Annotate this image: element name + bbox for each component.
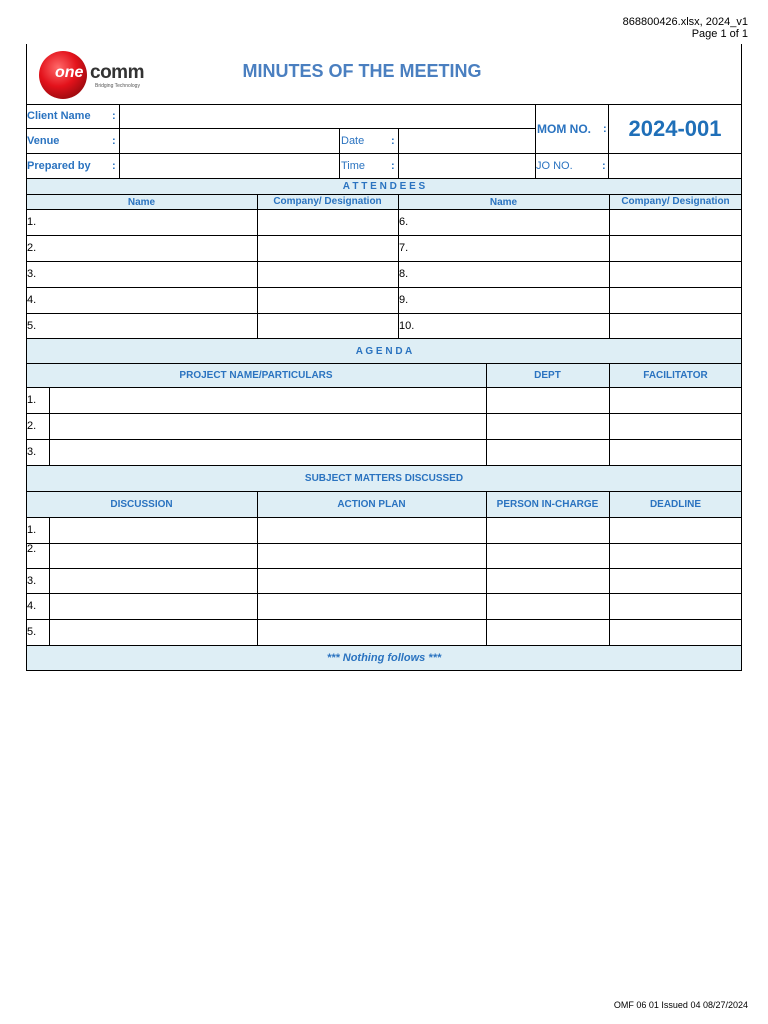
attendee-row-number: 7. xyxy=(399,242,409,254)
subject-col-discussion: DISCUSSION xyxy=(110,499,173,510)
agenda-col-project: PROJECT NAME/PARTICULARS xyxy=(179,370,333,381)
agenda-header: A G E N D A xyxy=(26,338,742,364)
agenda-col-dept: DEPT xyxy=(534,370,561,381)
file-name: 868800426.xlsx, 2024_v1 xyxy=(622,16,748,28)
attendee-row-number: 3. xyxy=(27,268,37,280)
client-name-field[interactable] xyxy=(121,106,533,126)
date-colon: : xyxy=(391,135,395,147)
attendee-col-name-right: Name xyxy=(489,196,518,208)
subject-row-number: 3. xyxy=(27,575,37,587)
date-label: Date xyxy=(341,135,365,147)
file-info xyxy=(623,16,748,40)
agenda-row-number: 3. xyxy=(27,446,37,458)
subject-col-deadline: DEADLINE xyxy=(649,499,702,510)
client-name-label: Client Name xyxy=(27,110,91,122)
company-logo xyxy=(35,50,155,100)
logo-word-comm: comm xyxy=(90,62,144,83)
venue-label: Venue xyxy=(27,135,60,147)
time-label: Time xyxy=(341,160,366,172)
jo-no-field[interactable] xyxy=(610,156,738,176)
meeting-info xyxy=(26,104,742,179)
time-field[interactable] xyxy=(400,156,532,176)
attendee-row-number: 2. xyxy=(27,242,37,254)
subject-row-number: 5. xyxy=(27,626,37,638)
venue-field[interactable] xyxy=(121,131,336,151)
mom-colon: : xyxy=(603,122,607,135)
attendee-row-number: 10. xyxy=(399,320,415,332)
date-field[interactable] xyxy=(400,131,532,151)
form-code-footer: OMF 06 01 Issued 04 08/27/2024 xyxy=(613,1000,748,1010)
subject-row-number: 2. xyxy=(27,543,37,555)
mom-number-value[interactable]: 2024-001 xyxy=(628,115,722,141)
subject-matters-section xyxy=(26,465,742,671)
mom-no-label: MOM NO. xyxy=(537,121,591,136)
agenda-grid xyxy=(26,387,742,466)
page-title: MINUTES OF THE MEETING xyxy=(242,60,482,81)
subject-row-number: 4. xyxy=(27,600,37,612)
prepared-colon: : xyxy=(112,160,116,172)
header-row xyxy=(26,44,742,105)
attendees-grid xyxy=(26,209,742,339)
jo-colon: : xyxy=(602,160,606,172)
attendee-row-number: 8. xyxy=(399,268,409,280)
attendee-row-number: 9. xyxy=(399,294,409,306)
attendee-row-number: 4. xyxy=(27,294,37,306)
prepared-by-label: Prepared by xyxy=(27,160,91,172)
subject-col-person: PERSON IN-CHARGE xyxy=(496,499,599,510)
agenda-row-number: 1. xyxy=(27,394,37,406)
nothing-follows-note: *** Nothing follows *** xyxy=(26,645,742,671)
attendee-row-number: 5. xyxy=(27,320,37,332)
client-colon: : xyxy=(112,110,116,122)
attendee-col-company-left: Company/ Designation xyxy=(273,195,382,207)
logo-tagline: Bridging Technology xyxy=(95,83,140,89)
agenda-row-number: 2. xyxy=(27,420,37,432)
subject-row-number: 1. xyxy=(27,524,37,536)
attendee-col-company-right: Company/ Designation xyxy=(621,195,730,207)
attendee-row-number: 1. xyxy=(27,216,37,228)
time-colon: : xyxy=(391,160,395,172)
attendees-section xyxy=(26,178,742,339)
form-sheet xyxy=(26,44,742,671)
agenda-section xyxy=(26,338,742,466)
prepared-by-field[interactable] xyxy=(121,156,336,176)
attendee-col-name-left: Name xyxy=(127,196,156,208)
logo-word-one: one xyxy=(55,64,84,81)
page-number: Page 1 of 1 xyxy=(691,28,748,40)
attendees-header: A T T E N D E E S xyxy=(26,178,742,195)
subject-col-action-plan: ACTION PLAN xyxy=(337,499,406,510)
subject-grid xyxy=(26,517,742,646)
agenda-col-facilitator: FACILITATOR xyxy=(643,370,708,381)
jo-no-label: JO NO. xyxy=(536,160,573,172)
venue-colon: : xyxy=(112,135,116,147)
attendee-row-number: 6. xyxy=(399,216,409,228)
subject-matters-header: SUBJECT MATTERS DISCUSSED xyxy=(26,465,742,492)
